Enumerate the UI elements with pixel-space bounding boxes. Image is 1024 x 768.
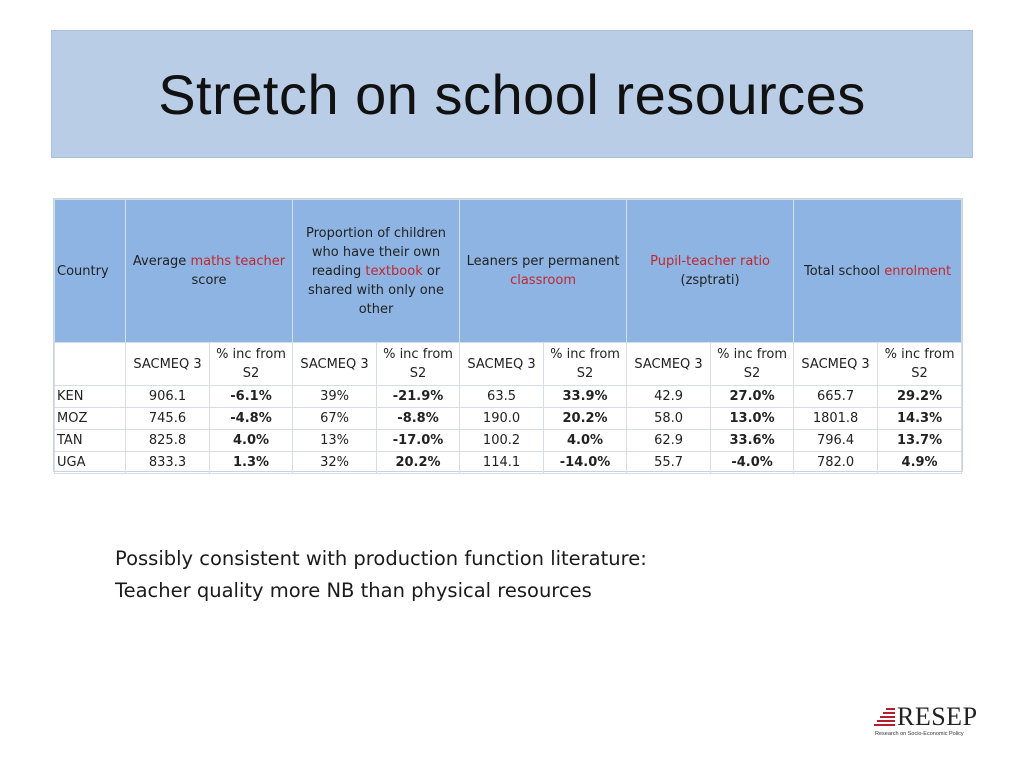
table-cell: 55.7 (627, 452, 711, 474)
sub-header-inc: % inc from S2 (377, 343, 460, 386)
table-cell: 745.6 (126, 408, 210, 430)
resep-bars-icon (874, 706, 896, 728)
note-line-1: Possibly consistent with production function literature: (115, 547, 647, 570)
header-text: Total school (803, 263, 885, 279)
table-cell: 825.8 (126, 430, 210, 452)
table-cell: 4.9% (878, 452, 962, 474)
table-cell: 67% (293, 408, 377, 430)
note-line-2: Teacher quality more NB than physical resources (115, 579, 592, 602)
table-cell: 1.3% (210, 452, 293, 474)
table-row (55, 452, 962, 474)
table-cell: 190.0 (460, 408, 544, 430)
group-header-row (55, 200, 962, 343)
country-cell: KEN (55, 386, 126, 408)
table-cell: -14.0% (544, 452, 627, 474)
table-cell: 63.5 (460, 386, 544, 408)
title-banner (51, 30, 973, 158)
header-highlight: textbook (365, 263, 423, 279)
sub-header-inc: % inc from S2 (711, 343, 794, 386)
table-cell: 33.6% (711, 430, 794, 452)
header-group-enrolment (794, 200, 962, 343)
table-cell: 4.0% (544, 430, 627, 452)
header-text: or shared with only one other (308, 263, 444, 317)
table-row (55, 408, 962, 430)
country-cell: MOZ (55, 408, 126, 430)
table-row (55, 430, 962, 452)
resep-logo (874, 702, 984, 740)
slide-title: Stretch on school resources (158, 62, 866, 126)
header-text: score (191, 273, 227, 288)
header-text: (zsptrati) (680, 273, 740, 288)
header-highlight: Pupil-teacher ratio (650, 254, 771, 269)
header-highlight: enrolment (884, 263, 952, 279)
table-cell: -21.9% (377, 386, 460, 408)
country-cell: TAN (55, 430, 126, 452)
table-cell: 665.7 (794, 386, 878, 408)
sub-header-sacmeq: SACMEQ 3 (460, 343, 544, 386)
header-group-ptr (627, 200, 794, 343)
table-cell: 114.1 (460, 452, 544, 474)
sub-header-sacmeq: SACMEQ 3 (126, 343, 210, 386)
header-text: Average (132, 254, 191, 269)
table-cell: 782.0 (794, 452, 878, 474)
table-cell: 796.4 (794, 430, 878, 452)
table-cell: 39% (293, 386, 377, 408)
table-cell: 13.7% (878, 430, 962, 452)
sub-header-inc: % inc from S2 (544, 343, 627, 386)
table-cell: 100.2 (460, 430, 544, 452)
table-cell: 906.1 (126, 386, 210, 408)
table-row (55, 386, 962, 408)
table-cell: 58.0 (627, 408, 711, 430)
header-group-maths (126, 200, 293, 343)
sub-header-inc: % inc from S2 (878, 343, 962, 386)
header-group-textbook (293, 200, 460, 343)
header-group-classroom (460, 200, 627, 343)
table-cell: 42.9 (627, 386, 711, 408)
sub-header-empty (55, 343, 126, 386)
country-cell: UGA (55, 452, 126, 474)
table-cell: 833.3 (126, 452, 210, 474)
table-cell: 32% (293, 452, 377, 474)
header-text: Leaners per permanent (466, 254, 620, 269)
table-cell: 1801.8 (794, 408, 878, 430)
resources-table (54, 199, 962, 474)
table-cell: 13.0% (711, 408, 794, 430)
table-cell: -8.8% (377, 408, 460, 430)
table-cell: 20.2% (544, 408, 627, 430)
table-cell: 13% (293, 430, 377, 452)
table-cell: -4.8% (210, 408, 293, 430)
table-cell: 27.0% (711, 386, 794, 408)
sub-header-sacmeq: SACMEQ 3 (627, 343, 711, 386)
footnote-text (115, 543, 647, 607)
header-text: Proportion of children who have their own reading (306, 225, 447, 279)
header-highlight: maths teacher (190, 254, 286, 269)
table-cell: -17.0% (377, 430, 460, 452)
header-country: Country (55, 200, 126, 343)
sub-header-inc: % inc from S2 (210, 343, 293, 386)
sub-header-sacmeq: SACMEQ 3 (293, 343, 377, 386)
table-cell: 14.3% (878, 408, 962, 430)
table-cell: 62.9 (627, 430, 711, 452)
table-cell: -4.0% (711, 452, 794, 474)
data-table-container (53, 198, 963, 472)
logo-tagline: Research on Socio-Economic Policy (875, 731, 964, 737)
sub-header-sacmeq: SACMEQ 3 (794, 343, 878, 386)
header-highlight: classroom (510, 273, 576, 288)
table-cell: -6.1% (210, 386, 293, 408)
logo-name: RESEP (897, 702, 978, 731)
table-cell: 29.2% (878, 386, 962, 408)
table-cell: 20.2% (377, 452, 460, 474)
sub-header-row (55, 343, 962, 386)
table-cell: 4.0% (210, 430, 293, 452)
table-cell: 33.9% (544, 386, 627, 408)
